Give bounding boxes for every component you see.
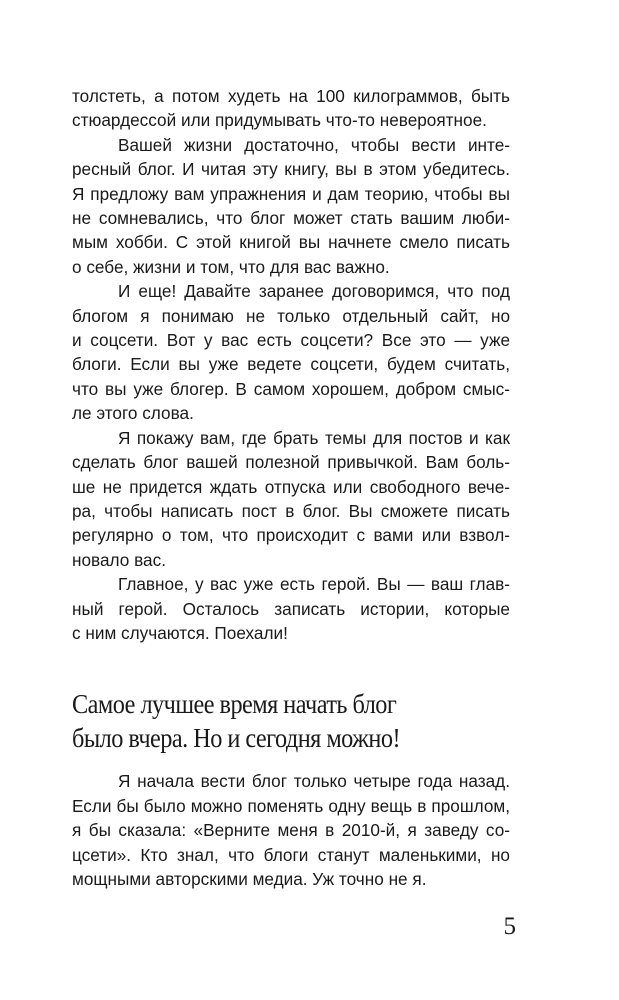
paragraph xyxy=(72,84,510,133)
text-line: регулярно о том, что происходит с вами или взвол- xyxy=(72,525,510,546)
text-line: сделать блог вашей полезной привычкой. Вам боль- xyxy=(72,452,510,473)
text-line: Я предложу вам упражнения и дам теорию, чтобы вы xyxy=(72,183,510,204)
text-line: ра, чтобы написать пост в блог. Вы сможете писать xyxy=(72,500,510,521)
text-line: с ним случаются. Поехали! xyxy=(72,622,288,643)
text-line: Я начала вести блог только четыре года назад. xyxy=(118,771,510,792)
text-line: мощными авторскими медиа. Уж точно не я. xyxy=(72,868,427,889)
text-line: ный герой. Осталось записать истории, которые xyxy=(72,598,510,619)
text-line: Если бы было можно поменять одну вещь в прошлом, xyxy=(72,795,510,816)
text-line: Вашей жизни достаточно, чтобы вести инте- xyxy=(118,134,510,155)
text-line: что вы уже блогер. В самом хорошем, добром смыс- xyxy=(72,378,510,399)
text-line: блоги. Если вы уже ведете соцсети, будем считать, xyxy=(72,354,510,375)
body-text-after-heading xyxy=(72,769,510,891)
paragraph xyxy=(72,426,510,572)
paragraph xyxy=(72,572,510,645)
section-heading-line-2: было вчера. Но и сегодня можно! xyxy=(72,723,401,754)
text-line: ресный блог. И читая эту книгу, вы в этом убедитесь. xyxy=(72,159,510,180)
paragraph xyxy=(72,279,510,425)
text-line: о себе, жизни и том, что для вас важно. xyxy=(72,256,390,277)
text-line: блогом я понимаю не только отдельный сайт, но xyxy=(72,305,510,326)
text-line: и соцсети. Вот у вас есть соцсети? Все это — уже xyxy=(72,330,510,351)
section-heading xyxy=(72,687,466,755)
paragraph xyxy=(72,133,510,279)
text-line: не сомневались, что блог может стать вашим люби- xyxy=(72,208,510,229)
text-line: мым хобби. С этой книгой вы начнете смело писать xyxy=(72,232,510,253)
text-line: толстеть, а потом худеть на 100 килограммов, быть xyxy=(72,86,510,106)
text-line: стюардессой или придумывать что-то невероятное. xyxy=(72,110,487,131)
text-line: И еще! Давайте заранее договоримся, что под xyxy=(118,281,510,302)
paragraph xyxy=(72,769,510,891)
body-text-before-heading xyxy=(72,84,510,645)
text-line: ше не придется ждать отпуска или свободного вече- xyxy=(72,476,510,497)
text-line: Главное, у вас уже есть герой. Вы — ваш глав- xyxy=(118,574,510,595)
text-line: цсети». Кто знал, что блоги станут маленькими, но xyxy=(72,844,510,865)
section-heading-line-1: Самое лучшее время начать блог xyxy=(72,689,397,720)
text-line: новало вас. xyxy=(72,549,166,570)
text-line: я бы сказала: «Верните меня в 2010-й, я заведу со- xyxy=(72,820,510,841)
text-line: ле этого слова. xyxy=(72,403,194,424)
text-line: Я покажу вам, где брать темы для постов и как xyxy=(118,427,510,448)
book-page xyxy=(72,84,510,891)
page-number: 5 xyxy=(503,913,516,940)
